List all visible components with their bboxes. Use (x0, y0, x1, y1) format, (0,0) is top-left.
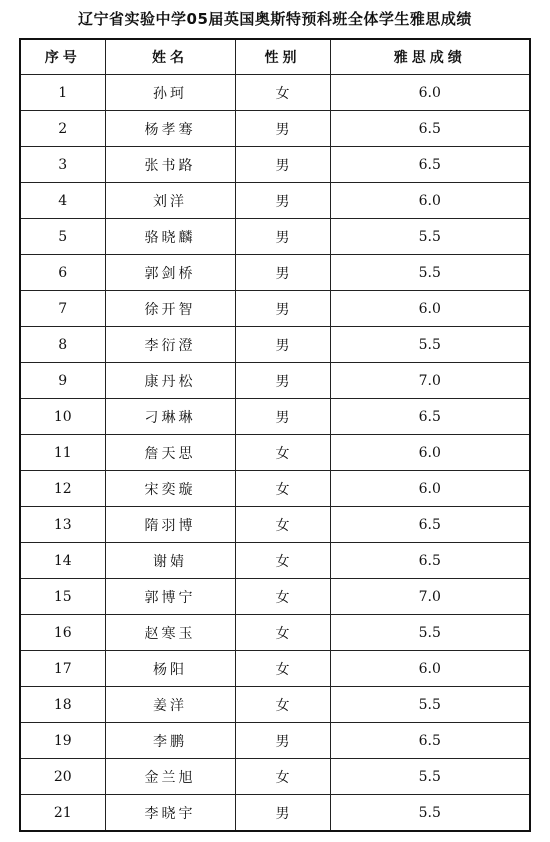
row-number-cell: 3 (20, 147, 105, 183)
gender-cell: 男 (235, 795, 330, 832)
header-gender: 性别 (235, 39, 330, 75)
row-number-cell: 10 (20, 399, 105, 435)
ielts-score-cell: 6.5 (330, 399, 530, 435)
table-row (20, 651, 530, 687)
row-number-cell: 15 (20, 579, 105, 615)
table-row (20, 759, 530, 795)
row-number-cell: 13 (20, 507, 105, 543)
gender-cell: 男 (235, 255, 330, 291)
row-number-cell: 1 (20, 75, 105, 111)
student-name-cell: 谢婧 (105, 543, 235, 579)
gender-cell: 女 (235, 759, 330, 795)
student-name-cell: 李衍澄 (105, 327, 235, 363)
student-name-cell: 孙珂 (105, 75, 235, 111)
table-row (20, 795, 530, 832)
gender-cell: 女 (235, 435, 330, 471)
student-name-cell: 刘洋 (105, 183, 235, 219)
table-row (20, 471, 530, 507)
gender-cell: 女 (235, 507, 330, 543)
gender-cell: 女 (235, 651, 330, 687)
student-name-cell: 康丹松 (105, 363, 235, 399)
student-name-cell: 宋奕璇 (105, 471, 235, 507)
ielts-score-cell: 6.0 (330, 435, 530, 471)
table-row (20, 75, 530, 111)
student-name-cell: 张书路 (105, 147, 235, 183)
table-row (20, 327, 530, 363)
table-row (20, 363, 530, 399)
ielts-score-cell: 7.0 (330, 579, 530, 615)
ielts-score-cell: 5.5 (330, 255, 530, 291)
table-row (20, 723, 530, 759)
ielts-score-cell: 6.5 (330, 543, 530, 579)
row-number-cell: 8 (20, 327, 105, 363)
table-row (20, 219, 530, 255)
table-row (20, 507, 530, 543)
student-name-cell: 郭博宁 (105, 579, 235, 615)
gender-cell: 男 (235, 183, 330, 219)
row-number-cell: 6 (20, 255, 105, 291)
student-name-cell: 姜洋 (105, 687, 235, 723)
student-name-cell: 杨孝骞 (105, 111, 235, 147)
gender-cell: 女 (235, 75, 330, 111)
table-header (20, 39, 530, 75)
ielts-score-cell: 5.5 (330, 759, 530, 795)
table-row (20, 399, 530, 435)
header-row (20, 39, 530, 75)
ielts-score-cell: 5.5 (330, 687, 530, 723)
gender-cell: 女 (235, 687, 330, 723)
ielts-score-cell: 6.0 (330, 183, 530, 219)
table-row (20, 147, 530, 183)
gender-cell: 男 (235, 219, 330, 255)
table-row (20, 579, 530, 615)
row-number-cell: 4 (20, 183, 105, 219)
gender-cell: 男 (235, 399, 330, 435)
row-number-cell: 12 (20, 471, 105, 507)
ielts-score-cell: 6.0 (330, 471, 530, 507)
ielts-score-cell: 6.0 (330, 75, 530, 111)
student-name-cell: 赵寒玉 (105, 615, 235, 651)
row-number-cell: 11 (20, 435, 105, 471)
row-number-cell: 5 (20, 219, 105, 255)
table-body (20, 75, 530, 832)
gender-cell: 男 (235, 147, 330, 183)
gender-cell: 男 (235, 291, 330, 327)
row-number-cell: 18 (20, 687, 105, 723)
gender-cell: 女 (235, 615, 330, 651)
gender-cell: 男 (235, 723, 330, 759)
gender-cell: 男 (235, 111, 330, 147)
ielts-score-cell: 6.5 (330, 723, 530, 759)
table-row (20, 111, 530, 147)
table-row (20, 291, 530, 327)
ielts-score-cell: 6.5 (330, 111, 530, 147)
student-name-cell: 金兰旭 (105, 759, 235, 795)
gender-cell: 女 (235, 471, 330, 507)
ielts-score-cell: 5.5 (330, 327, 530, 363)
ielts-score-cell: 6.0 (330, 651, 530, 687)
table-row (20, 543, 530, 579)
row-number-cell: 7 (20, 291, 105, 327)
ielts-score-cell: 5.5 (330, 795, 530, 832)
ielts-score-cell: 6.5 (330, 507, 530, 543)
student-name-cell: 李晓宇 (105, 795, 235, 832)
ielts-score-cell: 6.0 (330, 291, 530, 327)
table-row (20, 255, 530, 291)
gender-cell: 女 (235, 579, 330, 615)
ielts-score-cell: 6.5 (330, 147, 530, 183)
row-number-cell: 21 (20, 795, 105, 832)
student-name-cell: 刁琳琳 (105, 399, 235, 435)
row-number-cell: 20 (20, 759, 105, 795)
gender-cell: 男 (235, 363, 330, 399)
student-name-cell: 郭剑桥 (105, 255, 235, 291)
student-name-cell: 杨阳 (105, 651, 235, 687)
gender-cell: 男 (235, 327, 330, 363)
table-row (20, 615, 530, 651)
page-title: 辽宁省实验中学05届英国奥斯特预科班全体学生雅思成绩 (78, 10, 472, 28)
table-row (20, 183, 530, 219)
row-number-cell: 9 (20, 363, 105, 399)
table-row (20, 435, 530, 471)
header-score: 雅思成绩 (330, 39, 530, 75)
student-name-cell: 詹天思 (105, 435, 235, 471)
row-number-cell: 17 (20, 651, 105, 687)
ielts-score-cell: 7.0 (330, 363, 530, 399)
student-name-cell: 骆晓麟 (105, 219, 235, 255)
ielts-score-cell: 5.5 (330, 219, 530, 255)
row-number-cell: 2 (20, 111, 105, 147)
score-table (19, 38, 531, 832)
header-no: 序号 (20, 39, 105, 75)
student-name-cell: 徐开智 (105, 291, 235, 327)
row-number-cell: 14 (20, 543, 105, 579)
row-number-cell: 19 (20, 723, 105, 759)
header-name: 姓名 (105, 39, 235, 75)
row-number-cell: 16 (20, 615, 105, 651)
ielts-score-cell: 5.5 (330, 615, 530, 651)
table-row (20, 687, 530, 723)
student-name-cell: 隋羽博 (105, 507, 235, 543)
gender-cell: 女 (235, 543, 330, 579)
student-name-cell: 李鹏 (105, 723, 235, 759)
